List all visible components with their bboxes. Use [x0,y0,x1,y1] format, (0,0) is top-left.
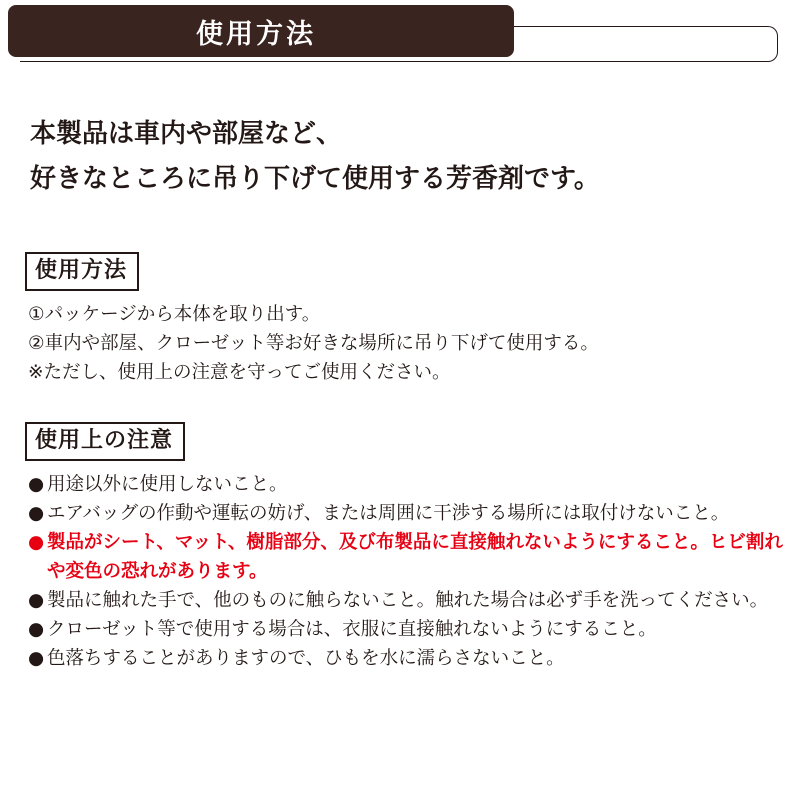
caution-section-label: 使用上の注意 [25,422,185,461]
header-title: 使用方法 [196,18,316,50]
usage-section-label: 使用方法 [25,252,139,291]
bullet-icon: ● [28,619,45,640]
bullet-icon: ● [28,590,45,611]
bullet-icon: ● [28,532,45,553]
caution-text: 製品がシート、マット、樹脂部分、及び布製品に直接触れないようにすること。ヒビ割れや変色の恐れがあります。 [47,532,783,582]
caution-item [28,586,788,615]
caution-item [28,470,788,499]
bullet-icon: ● [28,474,45,495]
usage-step: ②車内や部屋、クローゼット等お好きな場所に吊り下げて使用する。 [28,333,599,354]
caution-text: クローゼット等で使用する場合は、衣服に直接触れないようにすること。 [47,619,657,640]
caution-list [28,470,788,673]
caution-item [28,499,788,528]
header-banner [8,5,514,57]
caution-text: エアバッグの作動や運転の妨げ、または周囲に干渉する場所には取付けないこと。 [47,503,730,524]
caution-item [28,615,788,644]
bullet-icon: ● [28,648,45,669]
usage-note: ※ただし、使用上の注意を守ってご使用ください。 [28,362,451,383]
usage-steps [28,300,599,387]
caution-text: 用途以外に使用しないこと。 [47,474,288,495]
intro-line: 本製品は車内や部屋など、 [30,119,343,149]
caution-item-warning [28,528,788,586]
caution-text: 製品に触れた手で、他のものに触らないこと。触れた場合は必ず手を洗ってください。 [47,590,769,611]
usage-step: ①パッケージから本体を取り出す。 [28,304,321,325]
intro-text [30,112,600,202]
caution-item [28,644,788,673]
bullet-icon: ● [28,503,45,524]
intro-line: 好きなところに吊り下げて使用する芳香剤です。 [30,164,600,194]
caution-text: 色落ちすることがありますので、ひもを水に濡らさないこと。 [47,648,565,669]
